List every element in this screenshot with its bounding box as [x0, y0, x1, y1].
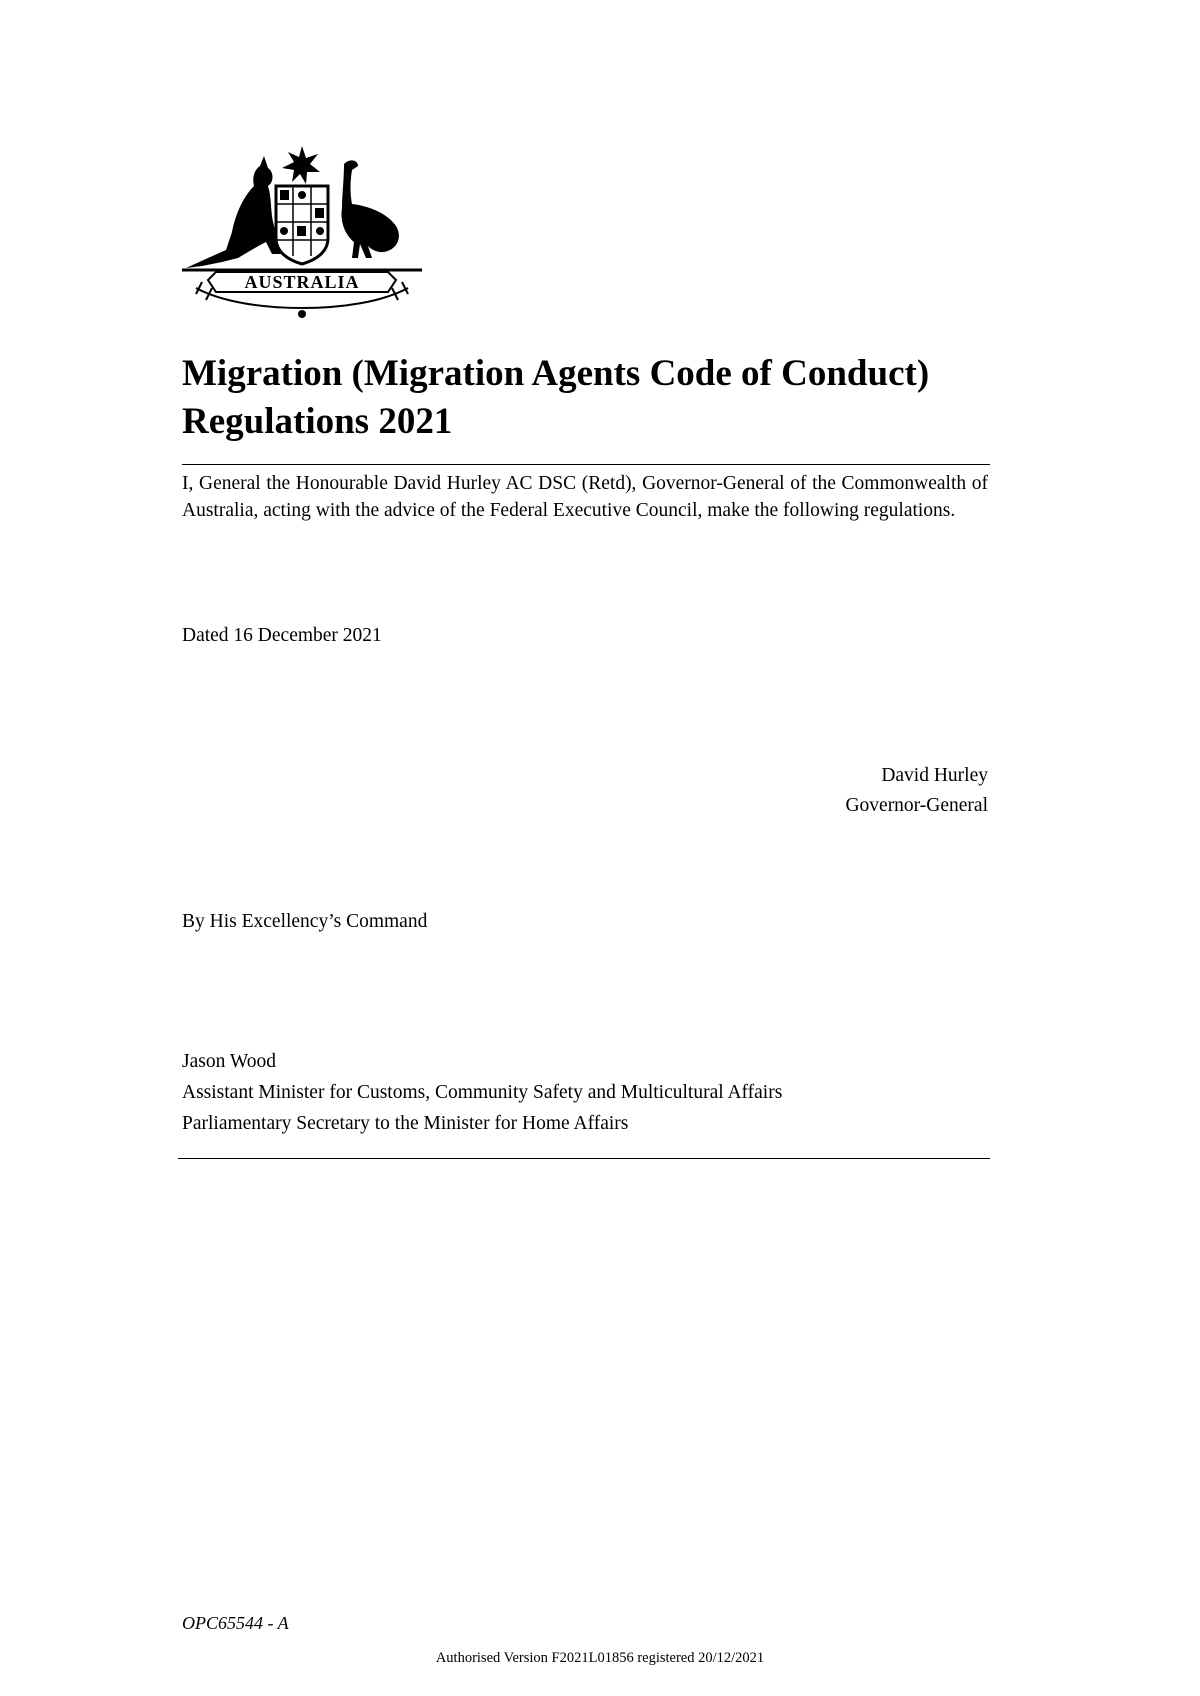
- command-line: By His Excellency’s Command: [182, 911, 428, 932]
- governor-general-name: David Hurley: [881, 765, 988, 786]
- crest-motto: AUSTRALIA: [244, 272, 360, 292]
- kangaroo-icon: [186, 156, 286, 268]
- title-divider: [182, 464, 990, 465]
- opc-reference: OPC65544 - A: [182, 1613, 289, 1633]
- date-line: Dated 16 December 2021: [182, 625, 382, 646]
- document-title: Migration (Migration Agents Code of Conduct) Regulations 2021: [182, 353, 930, 442]
- enacting-preamble: I, General the Honourable David Hurley AC DSC (Retd), Governor-General of the Commonwealth of Australia, acting with the advice of the Federal Executive Council, make the following regulations.: [182, 473, 988, 521]
- emu-icon: [342, 160, 399, 258]
- shield-icon: [276, 186, 328, 264]
- minister-name: Jason Wood: [182, 1051, 276, 1072]
- coat-of-arms-emblem: [182, 142, 422, 322]
- signature-divider: [178, 1158, 990, 1159]
- minister-role-2: Parliamentary Secretary to the Minister for Home Affairs: [182, 1113, 629, 1134]
- commonwealth-star-icon: [282, 146, 320, 184]
- minister-role-1: Assistant Minister for Customs, Community Safety and Multicultural Affairs: [182, 1082, 783, 1103]
- governor-general-title: Governor-General: [845, 795, 988, 816]
- authorised-version-footer: Authorised Version F2021L01856 registered 20/12/2021: [435, 1650, 765, 1666]
